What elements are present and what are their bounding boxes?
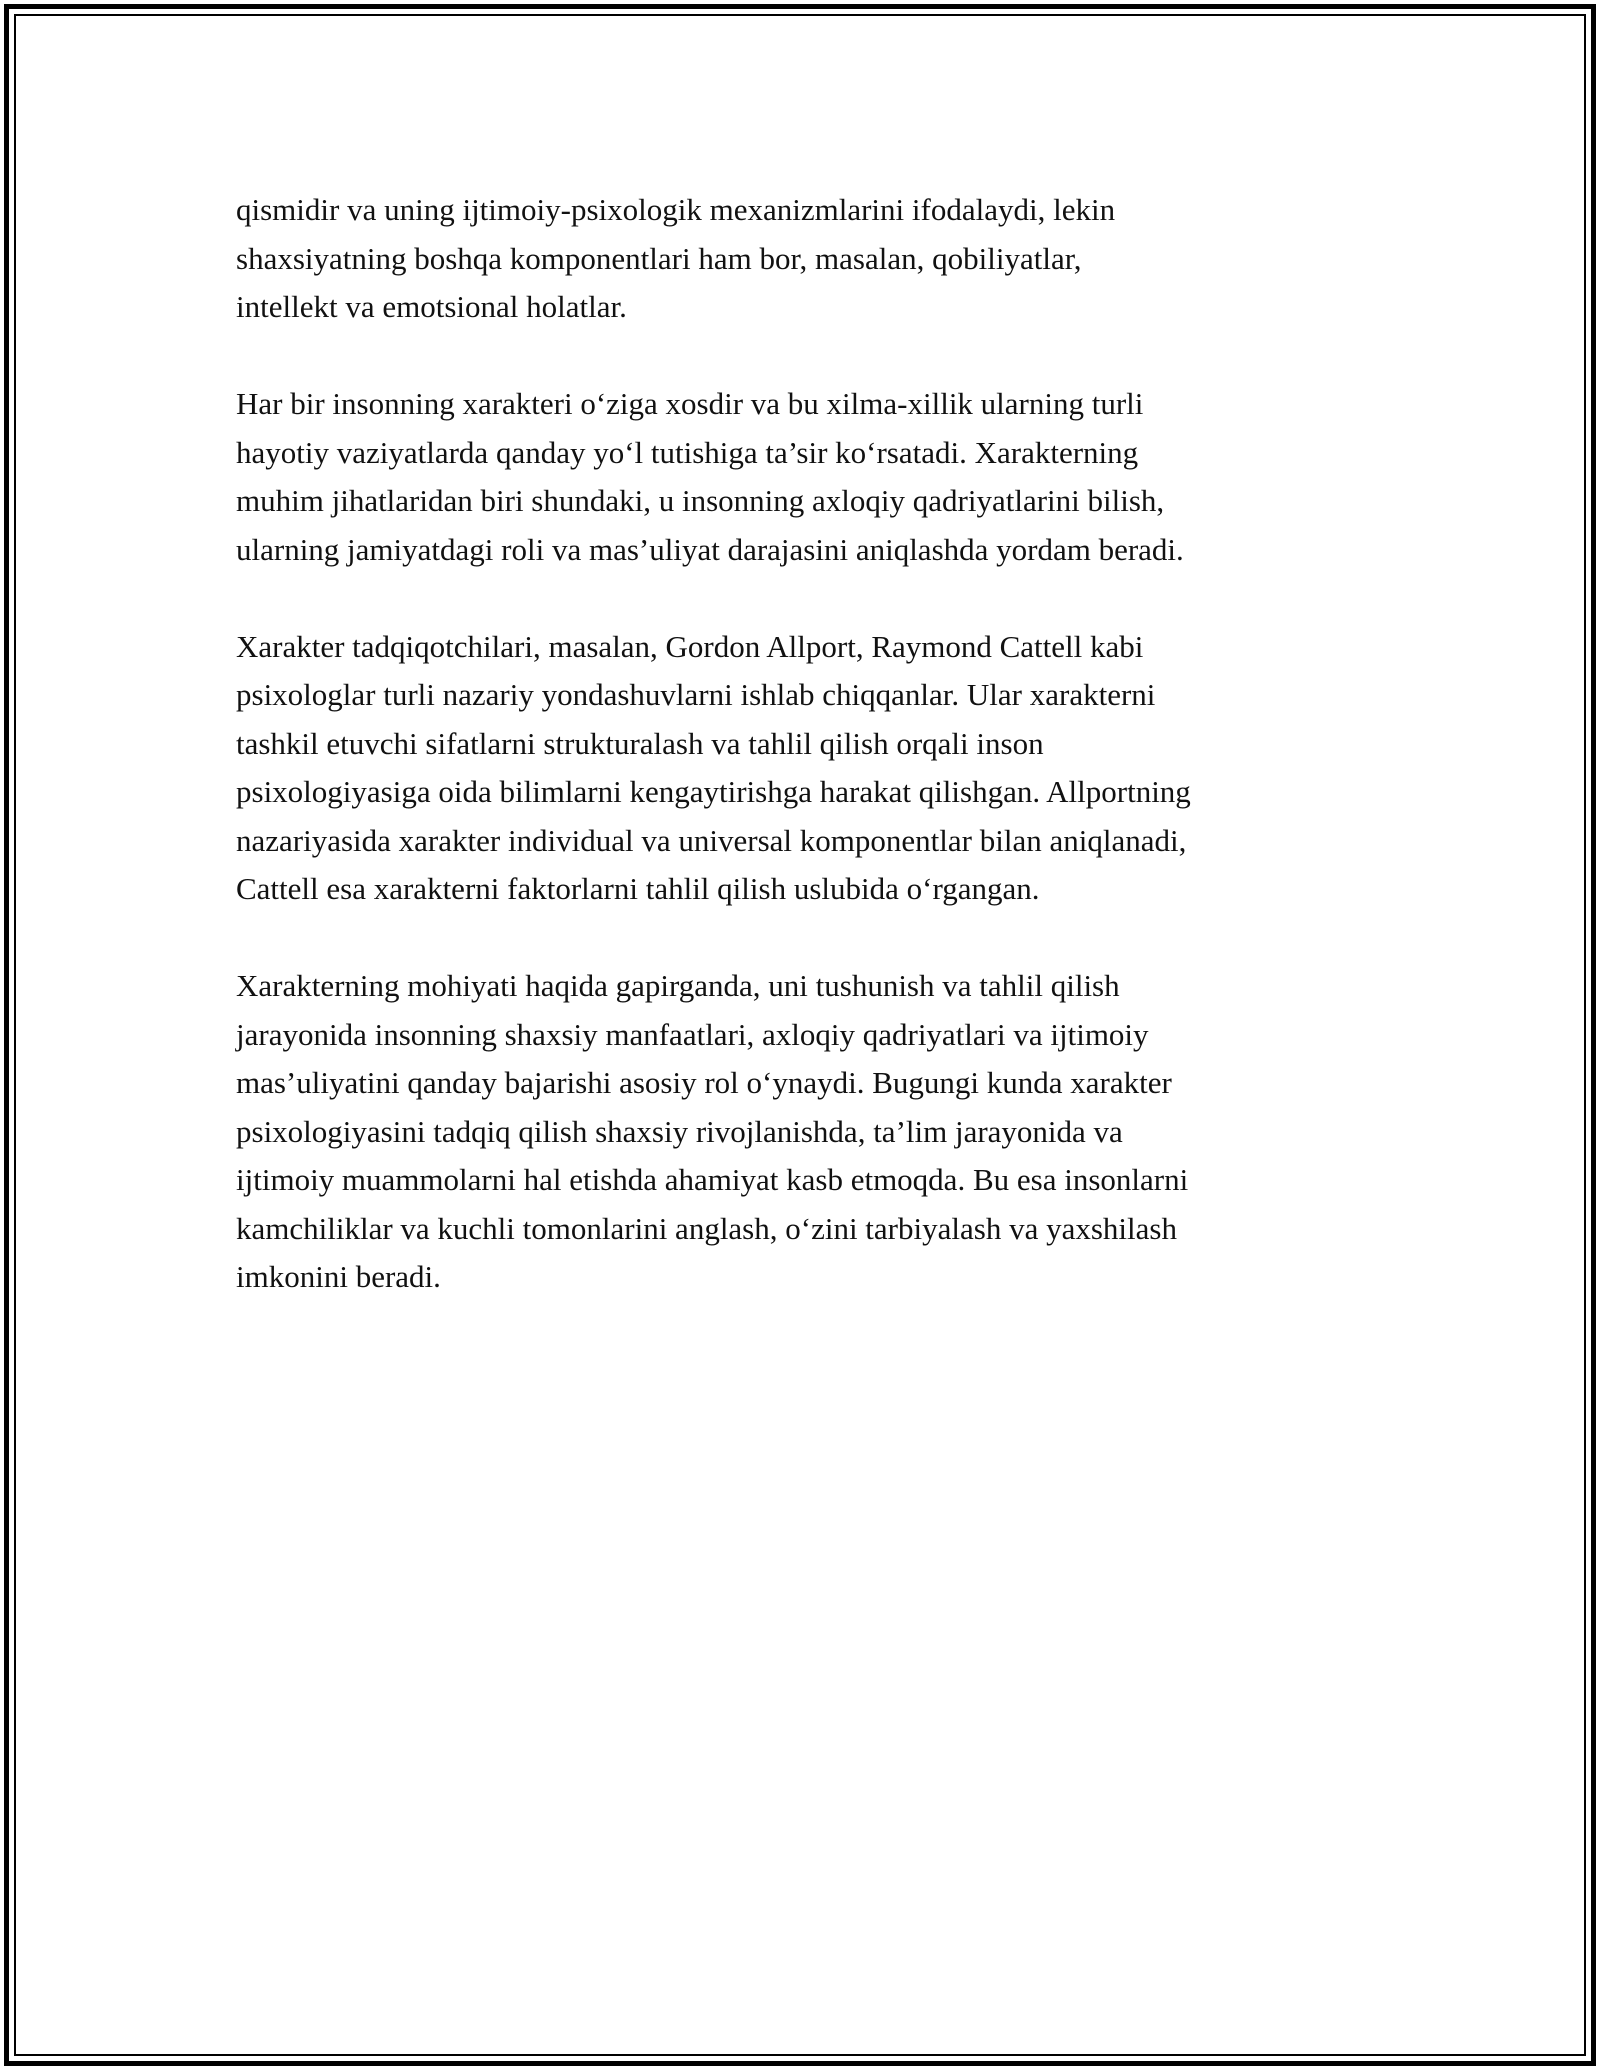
text-line: psixologiyasini tadqiq qilish shaxsiy rivojlanishda, ta’lim jarayonida va: [236, 1113, 1123, 1149]
text-line: tashkil etuvchi sifatlarni strukturalash va tahlil qilish orqali inson: [236, 725, 1044, 761]
text-line: kamchiliklar va kuchli tomonlarini anglash, o‘zini tarbiyalash va yaxshilash: [236, 1210, 1177, 1246]
text-line: imkonini beradi.: [236, 1259, 441, 1294]
text-line: Har bir insonning xarakteri o‘ziga xosdir va bu xilma-xillik ularning turli: [236, 386, 1144, 421]
text-line: nazariyasida xarakter individual va universal komponentlar bilan aniqlanadi,: [236, 822, 1187, 858]
text-line: psixologiyasiga oida bilimlarni kengaytirishga harakat qilishgan. Allportning: [236, 774, 1191, 809]
document-body: [236, 186, 1376, 1350]
text-line: hayotiy vaziyatlarda qanday yo‘l tutishiga ta’sir ko‘rsatadi. Xarakterning: [236, 434, 1139, 470]
paragraph-3: [236, 623, 1376, 914]
text-line: mas’uliyatini qanday bajarishi asosiy rol o‘ynaydi. Bugungi kunda xarakter: [236, 1065, 1172, 1100]
text-line: jarayonida insonning shaxsiy manfaatlari, axloqiy qadriyatlari va ijtimoiy: [236, 1016, 1149, 1052]
paragraph-2: [236, 380, 1376, 574]
paragraph-1: [236, 186, 1376, 332]
text-line: Xarakterning mohiyati haqida gapirganda, uni tushunish va tahlil qilish: [236, 968, 1120, 1003]
text-line: ularning jamiyatdagi roli va mas’uliyat darajasini aniqlashda yordam beradi.: [236, 531, 1184, 567]
text-line: shaxsiyatning boshqa komponentlari ham bor, masalan, qobiliyatlar,: [236, 240, 1082, 276]
text-line: Cattell esa xarakterni faktorlarni tahlil qilish uslubida o‘rgangan.: [236, 871, 1040, 906]
text-line: ijtimoiy muammolarni hal etishda ahamiyat kasb etmoqda. Bu esa insonlarni: [236, 1162, 1189, 1197]
paragraph-4: [236, 962, 1376, 1302]
text-line: intellekt va emotsional holatlar.: [236, 289, 627, 324]
text-line: psixologlar turli nazariy yondashuvlarni ishlab chiqqanlar. Ular xarakterni: [236, 677, 1156, 712]
text-line: Xarakter tadqiqotchilari, masalan, Gordon Allport, Raymond Cattell kabi: [236, 628, 1144, 664]
text-line: muhim jihatlaridan biri shundaki, u insonning axloqiy qadriyatlarini bilish,: [236, 483, 1165, 518]
text-line: qismidir va uning ijtimoiy-psixologik mexanizmlarini ifodalaydi, lekin: [236, 192, 1116, 227]
